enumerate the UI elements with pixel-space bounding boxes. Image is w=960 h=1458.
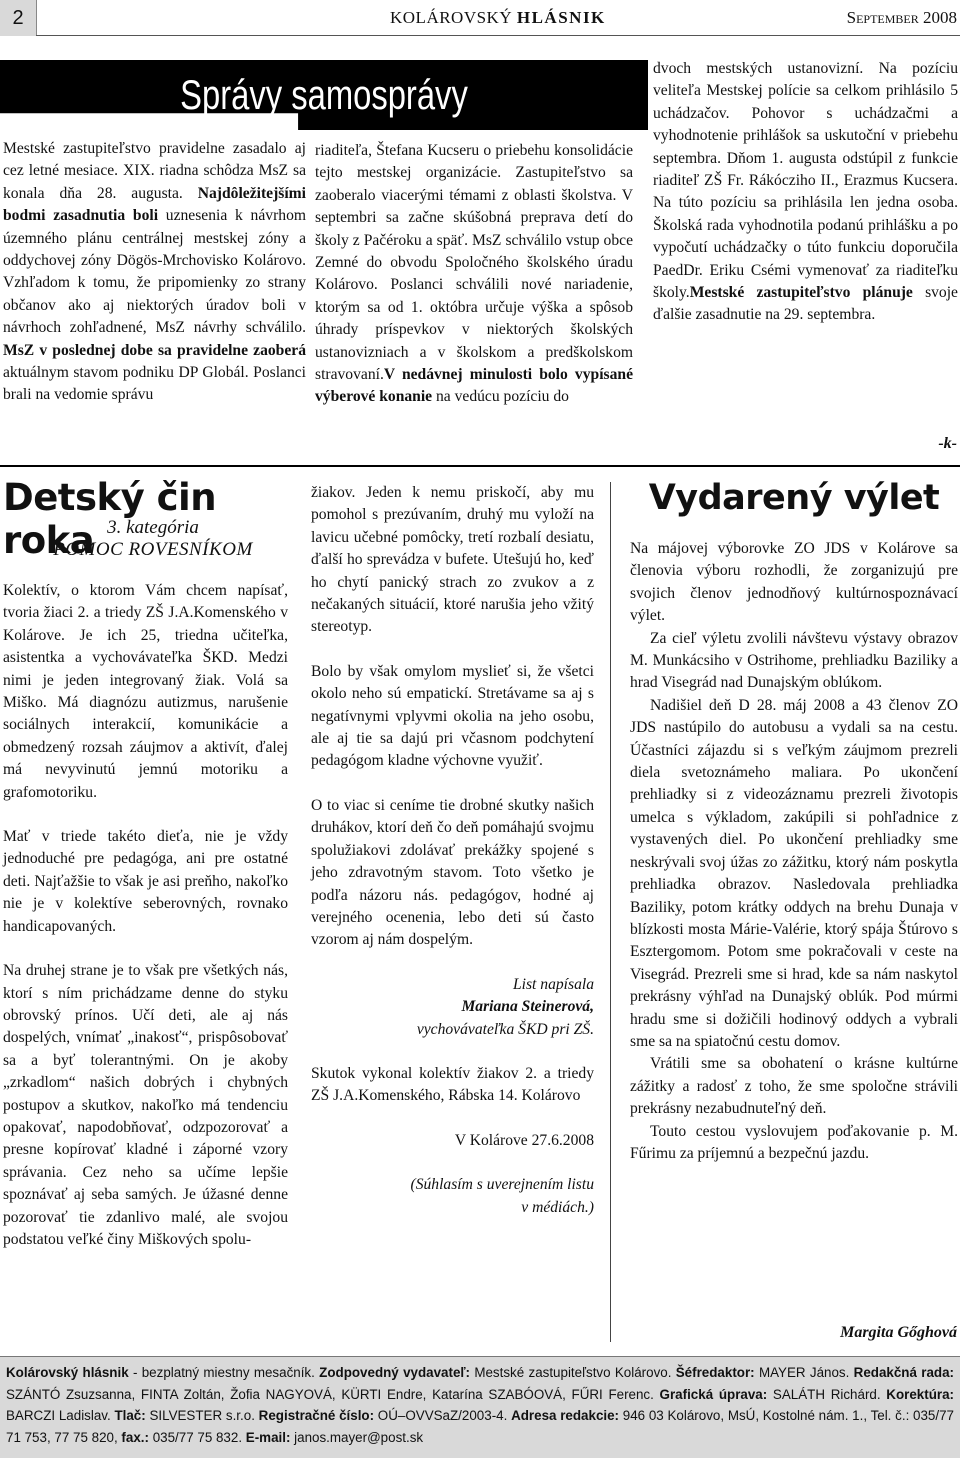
column-rule: [610, 482, 611, 1342]
imprint-value: janos.mayer@post.sk: [290, 1429, 424, 1445]
article2-title: Detský čin roka: [3, 476, 217, 562]
imprint-label: Grafická úprava:: [659, 1386, 768, 1402]
imprint-text: [6, 1362, 954, 1448]
bold-lead: V nedávnej minulosti bolo vypísané výberové konanie: [315, 366, 633, 406]
article2-paragraph: Kolektív, o ktorom Vám chcem napísať, tvoria žiaci 2. a triedy ZŠ J.A.Komenského v Kolárove. Je ich 25, triedna učiteľka, asistentka a vychovávateľka ŠKD. Medzi nimi je jeden integrovaný žiak. Volá sa Miško. Má diagnózu autizmus, narušenie sociálnych interakcií, komunikácie a obmedzený rozsah záujmov a aktivít, ďalej má nevyvinutú jemnú motoriku a grafomotoriku.: [3, 582, 288, 801]
imprint-label: fax.:: [121, 1429, 149, 1445]
body-text: uznesenia k návrhom územného plánu centrálnej mestskej zóny a oddychovej zóny Dögös-Mrchovisko Kolárovo. Vzhľadom k tomu, že pripomienky zo strany občanov ako aj niektorých úradov boli v návrhoch zohľadnené, MsZ návrhy schválilo.: [3, 207, 306, 337]
article1-text: [3, 138, 306, 407]
imprint-label: Redakčná rada:: [853, 1365, 954, 1380]
issue-date: September 2008: [846, 8, 957, 27]
article3-paragraph: Touto cestou vyslovujem poďakovanie p. M. Fűrimu za príjemnú a bezpečnú jazdu.: [630, 1122, 958, 1162]
body-text: aktuálnym stavom podniku DP Globál. Poslanci brali na vedomie správu: [3, 364, 306, 404]
bold-lead: MsZ v poslednej dobe sa pravidelne zaoberá: [3, 341, 306, 359]
header-rule: [36, 35, 960, 36]
article1-text: [315, 140, 633, 409]
article1-column1: [3, 118, 306, 407]
imprint-label: Zodpovedný vydavateľ:: [319, 1365, 471, 1380]
imprint-label: Adresa redakcie:: [511, 1408, 620, 1423]
page-number-box: [0, 0, 37, 36]
signature-role: vychovávateľka ŠKD pri ZŠ.: [416, 1020, 594, 1038]
section-title: Správy samosprávy: [180, 71, 468, 118]
imprint-value: Mestské zastupiteľstvo Kolárovo.: [470, 1365, 676, 1380]
imprint-value: SZÁNTÓ Zsuzsanna, FINTA Zoltán, Žofia NAGYOVÁ, KÜRTI Endre, Katarína SZABÓOVÁ, FŰRI Ferenc.: [6, 1386, 660, 1402]
article3-body: [630, 538, 958, 1165]
article2-column2: [311, 482, 594, 1219]
place-date: V Kolárove 27.6.2008: [454, 1131, 594, 1149]
article2-paragraph: Mať v triede takéto dieťa, nie je vždy jednoduché pre pedagóga, ani pre ostatné deti. Najťažšie to však je asi preňho, nakoľko nie je v kolektíve seberovných, rovnako handicapovaných.: [3, 828, 288, 935]
masthead: [390, 8, 606, 28]
imprint-value: - bezplatný miestny mesačník.: [128, 1365, 320, 1380]
imprint-label: E-mail:: [245, 1429, 291, 1445]
article3-paragraph: Na májovej výborovke ZO JDS v Kolárove sa členovia výboru rozhodli, že zorganizujú pre svojich členov jednodňový kultúrnospoznávací výlet.: [630, 540, 958, 625]
article3-paragraph: Nadišiel deň D 28. máj 2008 a 43 členov ZO JDS nastúpilo do autobusu a vydali sa na cestu. Účastníci zájazdu si s veľkým záujmom prezreli diela svetoznámeho maliara. Po ukončení prehliadky si z videozáznamu prezreli životopis umelca s výkladom, zakúpili si pohľadnice z vystavených diel. Po ukončení prehliadky sme neskrývali svoj úžas zo zážitku, ktorý nám poskytla prehliadka obrazov. Nasledovala prehliadka Baziliky, potom krátky oddych na brehu Dunaja v blízkosti mosta Márie-Valérie, ktorý spája Štúrovo s Esztergomom. Potom sme pokračovali v ceste na Visegrád. Prezreli sme si hrad, kde sa nám naskytol prekrásny výhľad na Dunajský oblúk. Pod múrmi hradu sme si dožičili hodinový oddych a vybrali sme sa na spiatočnú cestu domov.: [630, 696, 958, 1050]
bold-lead: Mestské zastupiteľstvo plánuje: [689, 284, 913, 302]
bold-lead: Najdôležitejšími bodmi zasadnutia boli: [3, 184, 306, 225]
body-text: svoje ďalšie zasadnutie na 29. septembra.: [653, 284, 958, 324]
article3-paragraph: Vrátili sme sa obohatení o krásne kultúrne zážitky a radosť z toho, že sme spoločne strávili prekrásny nezabudnuteľný deň.: [630, 1055, 958, 1118]
imprint-label: Tlač:: [114, 1408, 146, 1423]
masthead-name-bold: HLÁSNIK: [516, 8, 606, 27]
article2-column1: [3, 580, 288, 1251]
article3-title: Vydarený výlet: [648, 478, 940, 518]
imprint-value: SALÁTH Richárd.: [767, 1386, 887, 1402]
article2-subtitle-category: 3. kategória: [107, 517, 199, 538]
imprint-value: MAYER János.: [754, 1365, 854, 1380]
imprint-label: Šéfredaktor:: [675, 1365, 755, 1380]
imprint-value: BARCZI Ladislav.: [6, 1408, 115, 1423]
article2-paragraph: Na druhej strane je to však pre všetkých nás, ktorí s ním prichádzame denne do styku obrovský prínos. Učí deti, ale aj nás dospelých, vnímať „inakosť“, prispôsobovať sa a byť tolerantnými. On je akoby „zrkadlom“ našich dobrých i chybných postupov a skutkov, nakoľko má tendenciu opakovať, napodobňovať, odzpozorovať a presne kopírovať kladné i záporné vzory správania. Cez neho sa učíme lepšie spoznávať aj seba samých. Je úžasné denne pozorovať tie zdanlivo malé, ale svojou podstatou veľké činy Miškových spolu-: [3, 962, 288, 1248]
imprint-label: Korektúra:: [886, 1386, 954, 1402]
section-divider: [0, 465, 960, 467]
imprint-value: 035/77 75 832.: [148, 1429, 246, 1445]
consent-line: v médiách.): [521, 1198, 594, 1216]
article3-paragraph: Za cieľ výletu zvolili návštevu výstavy obrazov M. Munkácsiho v Ostrihome, prehliadku Baziliky a hrad Visegrád nad Dunajským oblúkom.: [630, 629, 958, 692]
article1-text: [653, 58, 958, 327]
article1-column3: [653, 58, 958, 327]
body-text: na vedúcu pozíciu do: [432, 388, 569, 406]
imprint-label: Kolárovský hlásnik: [6, 1365, 129, 1380]
article2-paragraph: O to viac si ceníme tie drobné skutky našich druhákov, ktorí deň čo deň pomáhajú svojmu spolužiakovi zdolávať prekážky spojené s jeho zdravotným stavom. Toto všetko je podľa názoru nás. pedagógov, hodné aj verejného ocenenia, lebo deti sú často vzorom aj nám dospelým.: [311, 796, 594, 949]
body-text: Mestské zastupiteľstvo pravidelne zasadalo aj cez letné mesiace. XIX. riadna schôdza MsZ sa konala dňa 28. augusta.: [3, 140, 306, 202]
signature-name: Mariana Steinerová,: [461, 998, 594, 1016]
article2-paragraph: Bolo by však omylom myslieť si, že všetci okolo neho sú empatickí. Stretávame sa aj s negatívnymi vplyvmi okolia na jeho osobu, ale aj tie sa dajú pri včasnom podchytení pedagógom kladne výchovne využiť.: [311, 662, 594, 770]
imprint-value: 946 03 Kolárovo, MsÚ, Kostolné nám. 1., Tel. č.: 035/77 71 753, 77 75 820,: [6, 1408, 954, 1445]
consent-line: (Súhlasím s uverejnením listu: [410, 1176, 594, 1194]
article1-column2: [315, 140, 633, 409]
masthead-name: KOLÁROVSKÝ: [390, 8, 513, 27]
article1-author: -k-: [938, 435, 957, 452]
imprint-value: SILVESTER s.r.o.: [145, 1408, 259, 1423]
body-text: dvoch mestských ustanovizní. Na pozíciu veliteľa Mestskej polície sa celkom prihlásilo 5 uchádzačov. Pohovor s uchádzačmi a vyhodnotenie prihlášok sa uskutoční v priebehu septembra. Dňom 1. augusta odstúpil z funkcie riaditeľ ZŠ Fr. Rákócziho II., Erazmus Kucsera. Na túto pozíciu sa prihlásila len jedna osoba. Školská rada vyhodnotila podanú prihlášku a po vypočutí uchádzačky o túto funkciu doporučila PaedDr. Eriku Csémi vymenovať za riaditeľku školy.: [653, 60, 958, 302]
article2-paragraph: žiakov. Jeden k nemu priskočí, aby mu pomohol s prezúvaním, druhý mu vyloží na lavicu učebné pomôcky, tretí rozbalí desiatu, ďalší ho sprevádza v bufete. Utešujú ho, keď ho chytí panický strach zo zvukov a z nečakaných situácií, ktoré narušia jeho vžitý stereotyp.: [311, 484, 594, 636]
imprint-label: Registračné číslo:: [258, 1408, 375, 1423]
imprint-value: OÚ–OVVSaZ/2003-4.: [374, 1408, 512, 1423]
signature-intro: List napísala: [512, 975, 594, 993]
article2-closing: Skutok vykonal kolektív žiakov 2. a triedy ZŠ J.A.Komenského, Rábska 14. Kolárovo: [311, 1064, 594, 1105]
page-number: 2: [12, 7, 24, 29]
article2-subtitle-name: POMOC ROVESNÍKOM: [53, 539, 253, 560]
article3-author: Margita Gőghová: [840, 1324, 957, 1341]
body-text: riaditeľa, Štefana Kucseru o priebehu konsolidácie tejto mestskej organizácie. Zastupiteľstvo sa zaoberalo viacerými témami z oblasti školstva. V septembri sa začne skúšobná preprava detí do školy z Pačéroku a späť. MsZ schválilo vstup obce Zemné do obvodu Spoločného školského úradu Kolárovo. Poslanci schválili nové nariadenie, ktorým sa od 1. októbra určuje výška a spôsob úhrady príspevkov v niektorých školských ustanovizniach a v školskom a predškolskom stravovaní.: [315, 142, 633, 384]
